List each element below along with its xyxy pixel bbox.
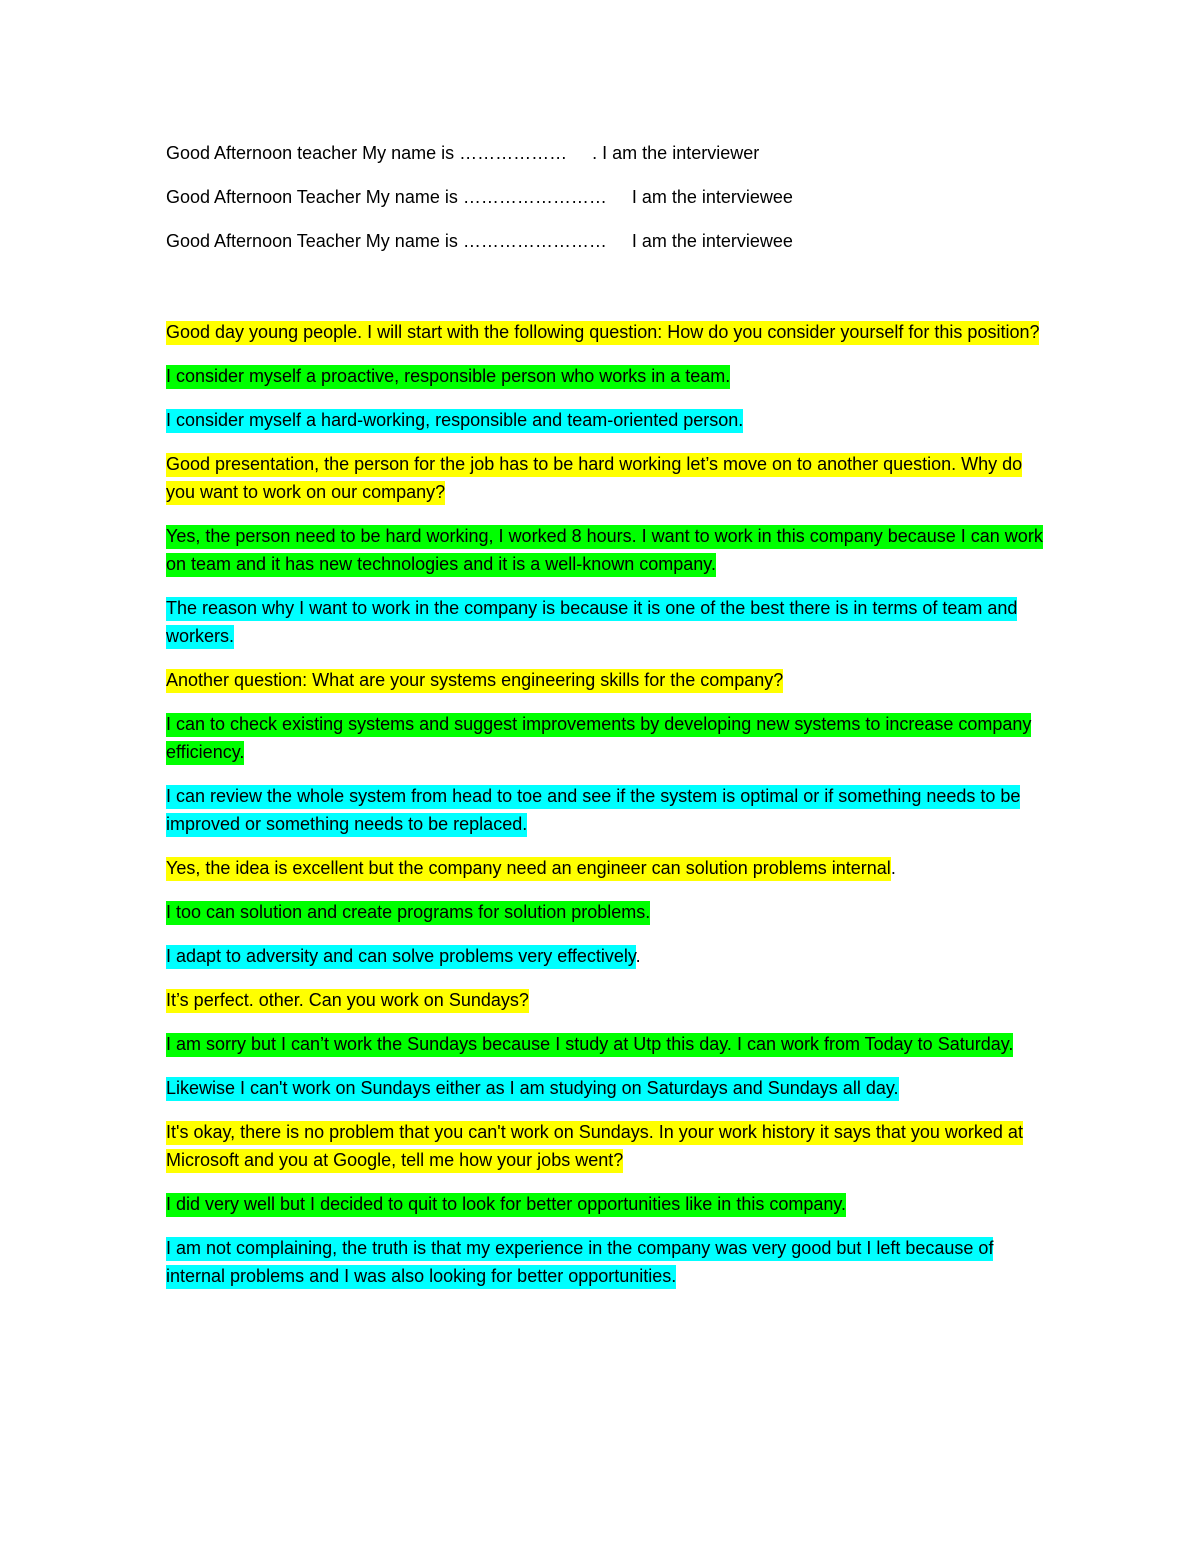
dialogue-paragraph [166, 594, 1046, 650]
introductions [166, 142, 1046, 274]
dialogue-paragraph [166, 854, 1046, 882]
interviewee-2-line: The reason why I want to work in the company is because it is one of the best there is in terms of team and workers. [166, 597, 1017, 649]
dialogue-paragraph [166, 1118, 1046, 1174]
interviewee-2-line: I adapt to adversity and can solve problems very effectively [166, 945, 636, 969]
dialogue-paragraph [166, 782, 1046, 838]
interviewee-1-line: I can to check existing systems and suggest improvements by developing new systems to increase company efficiency. [166, 713, 1031, 765]
dialogue-paragraph [166, 406, 1046, 434]
dialogue-paragraph [166, 450, 1046, 506]
interviewer-line: Good day young people. I will start with the following question: How do you consider yourself for this position? [166, 321, 1039, 345]
interviewee-1-line: Yes, the person need to be hard working, I worked 8 hours. I want to work in this company because I can work on team and it has new technologies and it is a well-known company. [166, 525, 1043, 577]
dialogue-paragraph [166, 1190, 1046, 1218]
interviewee-2-line: I can review the whole system from head to toe and see if the system is optimal or if something needs to be improved or something needs to be replaced. [166, 785, 1020, 837]
dialogue-paragraph [166, 666, 1046, 694]
dialogue-trailing-text: . [890, 858, 896, 878]
dialogue-paragraph [166, 898, 1046, 926]
introduction-interviewer: Good Afternoon teacher My name is ……………… . I am the interviewer [166, 143, 760, 163]
dialogue-paragraph [166, 522, 1046, 578]
interviewee-1-line: I did very well but I decided to quit to look for better opportunities like in this company. [166, 1193, 846, 1217]
dialogue-paragraph [166, 1234, 1046, 1290]
dialogue-paragraph [166, 1074, 1046, 1102]
interviewee-1-line: I too can solution and create programs for solution problems. [166, 901, 650, 925]
interviewer-line: Good presentation, the person for the job has to be hard working let’s move on to another question. Why do you want to work on our company? [166, 453, 1022, 505]
interview-dialogue [166, 318, 1046, 1306]
dialogue-paragraph [166, 362, 1046, 390]
interviewee-2-line: I am not complaining, the truth is that my experience in the company was very good but I left because of internal problems and I was also looking for better opportunities. [166, 1237, 993, 1289]
dialogue-trailing-text: . [635, 946, 641, 966]
interviewee-1-line: I am sorry but I can’t work the Sundays because I study at Utp this day. I can work from Today to Saturday. [166, 1033, 1013, 1057]
introduction-interviewee-1: Good Afternoon Teacher My name is …………………… I am the interviewee [166, 187, 793, 207]
interviewer-line: Another question: What are your systems engineering skills for the company? [166, 669, 783, 693]
interviewee-1-line: I consider myself a proactive, responsible person who works in a team. [166, 365, 730, 389]
dialogue-paragraph [166, 710, 1046, 766]
interviewer-line: It’s perfect. other. Can you work on Sundays? [166, 989, 529, 1013]
dialogue-paragraph [166, 942, 1046, 970]
dialogue-paragraph [166, 318, 1046, 346]
interviewee-2-line: I consider myself a hard-working, responsible and team-oriented person. [166, 409, 743, 433]
dialogue-paragraph [166, 986, 1046, 1014]
dialogue-paragraph [166, 1030, 1046, 1058]
interviewer-line: Yes, the idea is excellent but the company need an engineer can solution problems internal [166, 857, 891, 881]
interviewer-line: It's okay, there is no problem that you can't work on Sundays. In your work history it says that you worked at Microsoft and you at Google, tell me how your jobs went? [166, 1121, 1023, 1173]
introduction-interviewee-2: Good Afternoon Teacher My name is …………………… I am the interviewee [166, 231, 793, 251]
interviewee-2-line: Likewise I can't work on Sundays either as I am studying on Saturdays and Sundays all day. [166, 1077, 899, 1101]
